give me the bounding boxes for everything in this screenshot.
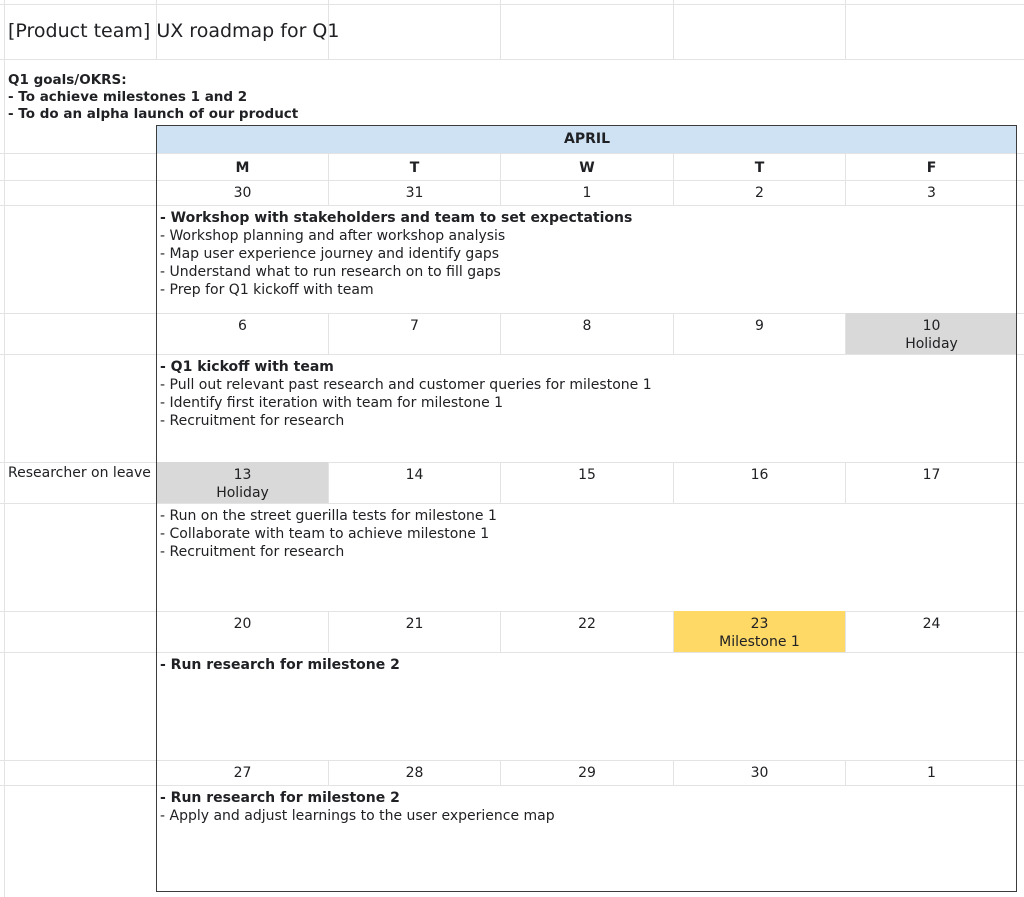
date-number: 14 <box>405 467 424 483</box>
week-tasks[interactable] <box>160 656 400 674</box>
date-number: 31 <box>405 185 424 201</box>
day-label-thu: T <box>754 160 765 176</box>
holiday-label: Holiday <box>905 336 958 352</box>
date-cell[interactable] <box>501 615 673 633</box>
task-item: - Q1 kickoff with team <box>160 359 334 375</box>
date-cell[interactable] <box>157 615 328 633</box>
date-number: 10 <box>922 318 941 334</box>
task-item: - Prep for Q1 kickoff with team <box>160 282 374 298</box>
week-tasks[interactable] <box>160 358 652 430</box>
date-number: 17 <box>922 467 941 483</box>
week-tasks[interactable] <box>160 507 497 561</box>
date-number: 23 <box>750 616 769 632</box>
goals-heading: Q1 goals/OKRS: <box>8 72 127 88</box>
date-number: 2 <box>755 185 764 201</box>
date-number: 24 <box>922 616 941 632</box>
task-item: - Workshop planning and after workshop analysis <box>160 228 506 244</box>
task-item: - Apply and adjust learnings to the user experience map <box>160 808 555 824</box>
date-cell[interactable] <box>674 764 845 782</box>
date-cell[interactable] <box>501 466 673 484</box>
task-item: - Run on the street guerilla tests for milestone 1 <box>160 508 497 524</box>
task-item: - Pull out relevant past research and customer queries for milestone 1 <box>160 377 652 393</box>
goal-item: - To do an alpha launch of our product <box>8 106 299 122</box>
task-item: - Identify first iteration with team for milestone 1 <box>160 395 504 411</box>
date-cell[interactable] <box>674 184 845 202</box>
day-label-wed: W <box>579 160 595 176</box>
day-label-mon: M <box>235 160 250 176</box>
date-number: 27 <box>233 765 252 781</box>
date-cell[interactable] <box>501 317 673 335</box>
task-item: - Recruitment for research <box>160 413 345 429</box>
task-item: - Understand what to run research on to fill gaps <box>160 264 501 280</box>
date-number: 30 <box>233 185 252 201</box>
date-number: 30 <box>750 765 769 781</box>
page-title: [Product team] UX roadmap for Q1 <box>8 20 340 42</box>
date-cell[interactable] <box>501 764 673 782</box>
date-number: 15 <box>578 467 596 483</box>
date-number: 20 <box>233 616 252 632</box>
date-number: 22 <box>578 616 596 632</box>
month-header: APRIL <box>157 126 1017 153</box>
task-item: - Collaborate with team to achieve milestone 1 <box>160 526 490 542</box>
holiday-label: Holiday <box>216 485 269 501</box>
date-cell[interactable] <box>846 615 1017 633</box>
date-cell[interactable] <box>674 466 845 484</box>
date-number: 16 <box>750 467 769 483</box>
goals-block <box>8 72 298 123</box>
date-number: 13 <box>233 467 252 483</box>
task-item: - Run research for milestone 2 <box>160 790 400 806</box>
date-cell-holiday[interactable] <box>846 313 1017 354</box>
date-cell[interactable] <box>501 184 673 202</box>
date-number: 6 <box>238 318 247 334</box>
date-cell[interactable] <box>674 317 845 335</box>
date-number: 21 <box>405 616 424 632</box>
date-cell-holiday[interactable] <box>157 462 328 503</box>
week-tasks[interactable] <box>160 209 632 299</box>
date-cell[interactable] <box>329 764 500 782</box>
day-label-tue: T <box>409 160 420 176</box>
date-number: 1 <box>582 185 592 201</box>
date-cell[interactable] <box>329 184 500 202</box>
date-cell[interactable] <box>846 466 1017 484</box>
date-cell[interactable] <box>157 317 328 335</box>
week-tasks[interactable] <box>160 789 555 825</box>
day-label-fri: F <box>926 160 937 176</box>
date-cell[interactable] <box>846 764 1017 782</box>
milestone-label: Milestone 1 <box>719 634 800 650</box>
goal-item: - To achieve milestones 1 and 2 <box>8 89 248 105</box>
date-number: 1 <box>927 765 936 781</box>
side-note: Researcher on leave <box>8 465 151 481</box>
date-number: 3 <box>927 185 936 201</box>
date-number: 7 <box>410 318 419 334</box>
date-number: 29 <box>578 765 596 781</box>
date-number: 28 <box>405 765 424 781</box>
date-cell[interactable] <box>329 466 500 484</box>
date-cell[interactable] <box>157 184 328 202</box>
date-number: 9 <box>755 318 764 334</box>
date-cell-milestone[interactable] <box>674 611 845 652</box>
date-cell[interactable] <box>157 764 328 782</box>
date-number: 8 <box>582 318 592 334</box>
date-cell[interactable] <box>846 184 1017 202</box>
date-cell[interactable] <box>329 615 500 633</box>
task-item: - Map user experience journey and identify gaps <box>160 246 500 262</box>
date-cell[interactable] <box>329 317 500 335</box>
task-item: - Workshop with stakeholders and team to set expectations <box>160 210 633 226</box>
task-item: - Recruitment for research <box>160 544 345 560</box>
task-item: - Run research for milestone 2 <box>160 657 400 673</box>
